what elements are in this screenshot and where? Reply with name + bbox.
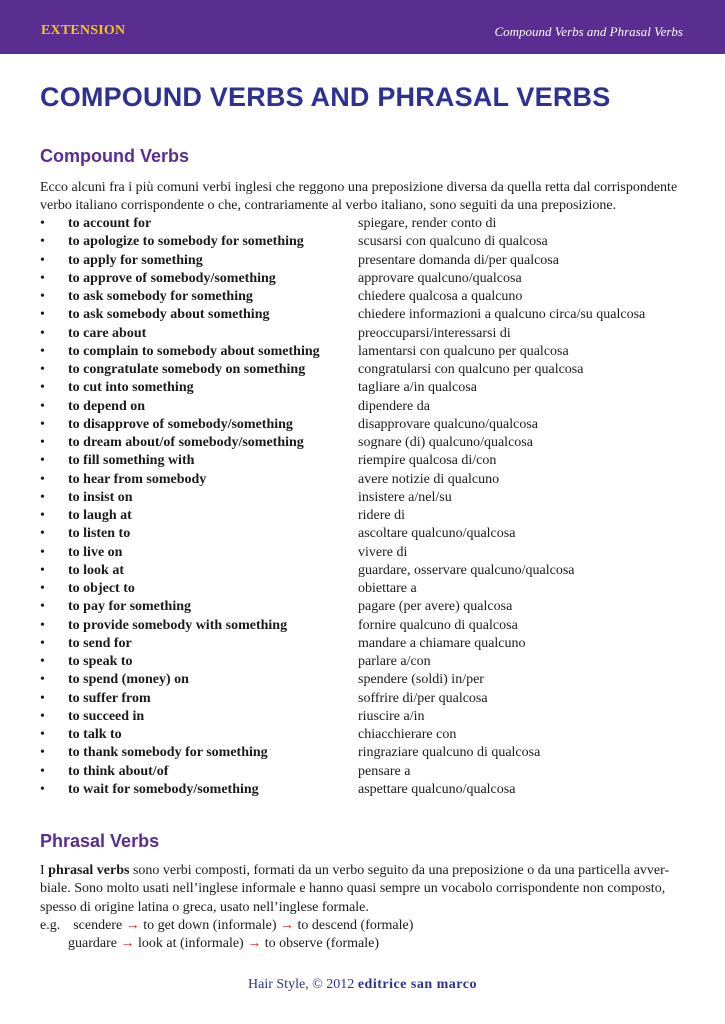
english-verb: to congratulate somebody on something (68, 362, 306, 377)
list-item (40, 215, 690, 233)
list-item (40, 525, 690, 543)
italian-translation: scusarsi con qualcuno di qualcosa (358, 234, 548, 250)
example-word: scendere (73, 918, 123, 933)
bullet-icon: • (40, 416, 45, 432)
intro-line: verbo italiano corrispondente o che, contrariamente al verbo italiano, sono seguiti da una preposizione. (40, 198, 617, 214)
compound-verbs-heading: Compound Verbs (40, 146, 190, 166)
bullet-icon: • (40, 307, 45, 323)
example-word: guardare (68, 936, 117, 951)
list-item (40, 598, 690, 616)
list-item (40, 306, 690, 324)
english-verb: to ask somebody about something (68, 307, 270, 323)
italian-translation: approvare qualcuno/qualcosa (358, 270, 522, 286)
list-item (40, 544, 690, 562)
english-verb: to pay for something (68, 599, 192, 615)
english-verb: to succeed in (68, 708, 145, 724)
italian-translation: obiettare a (358, 581, 417, 596)
italian-translation: parlare a/con (358, 654, 431, 669)
example-formal: to descend (formale) (297, 918, 414, 933)
bullet-icon: • (40, 562, 45, 578)
english-verb: to insist on (68, 489, 133, 505)
compound-intro (40, 179, 690, 216)
list-item (40, 489, 690, 507)
italian-translation: insistere a/nel/su (358, 489, 452, 505)
bullet-icon: • (40, 489, 45, 505)
bullet-icon: • (40, 234, 45, 250)
list-item (40, 653, 690, 671)
english-verb: to disapprove of somebody/something (68, 416, 293, 432)
bullet-icon: • (40, 635, 45, 651)
phrasal-verbs-heading: Phrasal Verbs (40, 831, 160, 851)
list-item (40, 325, 690, 343)
list-item (40, 471, 690, 489)
list-item (40, 416, 690, 434)
bullet-icon: • (40, 727, 45, 742)
bullet-icon: • (40, 526, 45, 542)
example-formal: to observe (formale) (264, 936, 380, 951)
bullet-icon: • (40, 654, 45, 669)
arrow-icon: → (125, 918, 140, 933)
bullet-icon: • (40, 690, 45, 706)
example-informal: to get down (informale) (143, 918, 277, 933)
italian-translation: pagare (per avere) qualcosa (358, 599, 513, 615)
list-item (40, 744, 690, 762)
list-item (40, 379, 690, 397)
english-verb: to look at (68, 562, 124, 578)
italian-translation: preoccuparsi/interessarsi di (358, 325, 511, 341)
english-verb: to ask somebody for something (68, 289, 253, 304)
bullet-icon: • (40, 763, 45, 779)
italian-translation: ringraziare qualcuno di qualcosa (358, 745, 541, 761)
intro-line: Ecco alcuni fra i più comuni verbi inglesi che reggono una preposizione diversa da quella retta dal corrispondente (40, 180, 678, 195)
footer-copyright: Hair Style, © 2012 (248, 977, 355, 992)
list-item (40, 580, 690, 598)
italian-translation: fornire qualcuno di qualcosa (358, 617, 518, 633)
example-row (40, 917, 413, 935)
italian-translation: presentare domanda di/per qualcosa (358, 252, 559, 268)
italian-translation: dipendere da (358, 398, 430, 414)
english-verb: to live on (68, 544, 123, 560)
list-item (40, 434, 690, 452)
running-title: Compound Verbs and Phrasal Verbs (494, 24, 683, 39)
bullet-icon: • (40, 508, 45, 523)
phrasal-verbs-term: phrasal verbs (48, 863, 130, 878)
italian-translation: chiedere qualcosa a qualcuno (358, 289, 523, 304)
bullet-icon: • (40, 599, 45, 615)
italian-translation: avere notizie di qualcuno (358, 471, 500, 487)
italian-translation: aspettare qualcuno/qualcosa (358, 781, 516, 797)
english-verb: to laugh at (68, 508, 132, 523)
english-verb: to object to (68, 581, 135, 596)
bullet-icon: • (40, 362, 45, 377)
phrasal-line: spesso di origine latina o greca, usato nell’inglese formale. (40, 899, 369, 915)
english-verb: to dream about/of somebody/something (68, 435, 304, 450)
list-item (40, 398, 690, 416)
italian-translation: chiacchierare con (358, 727, 457, 742)
list-item (40, 617, 690, 635)
italian-translation: riempire qualcosa di/con (358, 453, 497, 469)
english-verb: to account for (68, 216, 152, 231)
italian-translation: soffrire di/per qualcosa (358, 690, 488, 706)
english-verb: to spend (money) on (68, 672, 189, 688)
list-item (40, 726, 690, 744)
list-item (40, 763, 690, 781)
bullet-icon: • (40, 380, 45, 396)
english-verb: to hear from somebody (68, 471, 207, 487)
english-verb: to apply for something (68, 252, 203, 268)
list-item (40, 270, 690, 288)
english-verb: to talk to (68, 727, 122, 742)
bullet-icon: • (40, 471, 45, 487)
bullet-icon: • (40, 617, 45, 633)
list-item (40, 781, 690, 799)
italian-translation: ascoltare qualcuno/qualcosa (358, 526, 516, 542)
english-verb: to care about (68, 325, 147, 341)
arrow-icon: → (247, 936, 262, 951)
english-verb: to depend on (68, 398, 146, 414)
bullet-icon: • (40, 325, 45, 341)
bullet-icon: • (40, 708, 45, 724)
header-bar (0, 0, 725, 54)
list-item (40, 635, 690, 653)
english-verb: to suffer from (68, 690, 151, 706)
italian-translation: pensare a (358, 763, 411, 779)
bullet-icon: • (40, 289, 45, 304)
list-item (40, 343, 690, 361)
list-item (40, 252, 690, 270)
english-verb: to send for (68, 635, 132, 651)
bullet-icon: • (40, 216, 45, 231)
publisher-brand: editrice san marco (357, 977, 477, 992)
phrasal-line: biale. Sono molto usati nell’inglese informale e hanno quasi sempre un vocabolo corrispondente non composto, (40, 881, 666, 897)
bullet-icon: • (40, 270, 45, 286)
list-item (40, 507, 690, 525)
english-verb: to thank somebody for something (68, 745, 268, 761)
english-verb: to wait for somebody/something (68, 781, 259, 797)
list-item (40, 562, 690, 580)
italian-translation: spendere (soldi) in/per (358, 672, 484, 688)
italian-translation: mandare a chiamare qualcuno (358, 635, 526, 651)
eg-label: e.g. (40, 918, 61, 933)
bullet-icon: • (40, 672, 45, 688)
footer (0, 977, 725, 993)
bullet-icon: • (40, 781, 45, 797)
bullet-icon: • (40, 398, 45, 414)
italian-translation: sognare (di) qualcuno/qualcosa (358, 435, 533, 450)
italian-translation: riuscire a/in (358, 708, 425, 724)
example-informal: look at (informale) (137, 936, 244, 951)
italian-translation: disapprovare qualcuno/qualcosa (358, 416, 538, 432)
list-item (40, 452, 690, 470)
english-verb: to cut into something (68, 380, 194, 396)
english-verb: to fill something with (68, 453, 195, 469)
list-item (40, 361, 690, 379)
phrasal-line: I phrasal verbs sono verbi composti, formati da un verbo seguito da una preposizione o da una particella avver- (40, 863, 670, 878)
english-verb: to speak to (68, 654, 133, 669)
example-row (68, 935, 379, 953)
bullet-icon: • (40, 581, 45, 596)
italian-translation: chiedere informazioni a qualcuno circa/su qualcosa (358, 307, 646, 323)
italian-translation: guardare, osservare qualcuno/qualcosa (358, 562, 575, 578)
bullet-icon: • (40, 544, 45, 560)
arrow-icon: → (120, 936, 135, 951)
list-item (40, 690, 690, 708)
bullet-icon: • (40, 745, 45, 761)
bullet-icon: • (40, 453, 45, 469)
english-verb: to approve of somebody/something (68, 270, 276, 286)
section-label: EXTENSION (41, 23, 126, 38)
english-verb: to listen to (68, 526, 131, 542)
italian-translation: spiegare, render conto di (358, 216, 497, 231)
english-verb: to complain to somebody about something (68, 343, 320, 359)
bullet-icon: • (40, 252, 45, 268)
italian-translation: tagliare a/in qualcosa (358, 380, 477, 396)
english-verb: to think about/of (68, 763, 169, 779)
list-item (40, 708, 690, 726)
english-verb: to provide somebody with something (68, 617, 288, 633)
english-verb: to apologize to somebody for something (68, 234, 304, 250)
phrasal-intro (40, 862, 690, 917)
compound-verb-list (40, 215, 690, 799)
list-item (40, 288, 690, 306)
list-item (40, 233, 690, 251)
arrow-icon: → (280, 918, 295, 933)
italian-translation: vivere di (358, 544, 408, 560)
bullet-icon: • (40, 343, 45, 359)
italian-translation: lamentarsi con qualcuno per qualcosa (358, 343, 569, 359)
page-title: COMPOUND VERBS AND PHRASAL VERBS (40, 82, 611, 112)
italian-translation: ridere di (358, 508, 406, 523)
bullet-icon: • (40, 435, 45, 450)
italian-translation: congratularsi con qualcuno per qualcosa (358, 362, 584, 377)
list-item (40, 671, 690, 689)
